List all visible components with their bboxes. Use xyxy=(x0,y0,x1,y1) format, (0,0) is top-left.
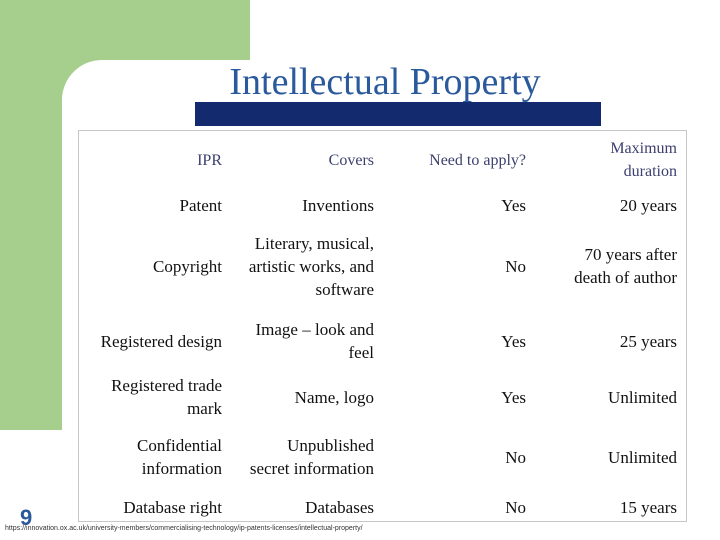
row-trade-mark-ipr: Registered trade mark xyxy=(111,376,222,418)
row-database-covers: Databases xyxy=(305,497,374,517)
row-copyright-covers: Literary, musical, artistic works, and software xyxy=(248,233,374,299)
row-copyright-ipr: Copyright xyxy=(153,256,222,276)
header-ipr: IPR xyxy=(197,151,222,169)
row-registered-design-covers: Image – look and feel xyxy=(255,320,374,362)
row-confidential-need-to-apply: No xyxy=(505,447,526,467)
row-confidential-ipr: Confidential information xyxy=(137,436,222,478)
row-patent-need-to-apply: Yes xyxy=(501,195,526,215)
row-database-ipr: Database right xyxy=(123,497,222,517)
row-confidential-covers: Unpublished secret information xyxy=(249,436,374,478)
title-underline-bar xyxy=(195,102,601,126)
row-copyright-duration: 70 years after death of author xyxy=(574,245,677,287)
row-patent-ipr: Patent xyxy=(179,195,222,215)
header-maximum-duration: Maximum duration xyxy=(610,140,677,180)
row-patent-duration: 20 years xyxy=(619,195,677,215)
row-registered-design-ipr: Registered design xyxy=(100,331,222,351)
row-trade-mark-need-to-apply: Yes xyxy=(501,387,526,407)
row-database-need-to-apply: No xyxy=(505,497,526,517)
row-trade-mark-covers: Name, logo xyxy=(294,387,374,407)
slide-number: 9 xyxy=(20,505,33,530)
slide-title: Intellectual Property xyxy=(229,61,541,103)
row-patent-covers: Inventions xyxy=(302,195,374,215)
row-confidential-duration: Unlimited xyxy=(608,447,677,467)
header-need-to-apply: Need to apply? xyxy=(429,151,526,169)
row-registered-design-duration: 25 years xyxy=(619,331,677,351)
row-copyright-need-to-apply: No xyxy=(505,256,526,276)
header-covers: Covers xyxy=(328,151,374,169)
source-url: https://innovation.ox.ac.uk/university-members/commercialising-technology/ip-patents-licenses/intellectual-property/ xyxy=(5,525,363,532)
row-trade-mark-duration: Unlimited xyxy=(608,387,677,407)
row-registered-design-need-to-apply: Yes xyxy=(501,331,526,351)
row-database-duration: 15 years xyxy=(619,497,677,517)
